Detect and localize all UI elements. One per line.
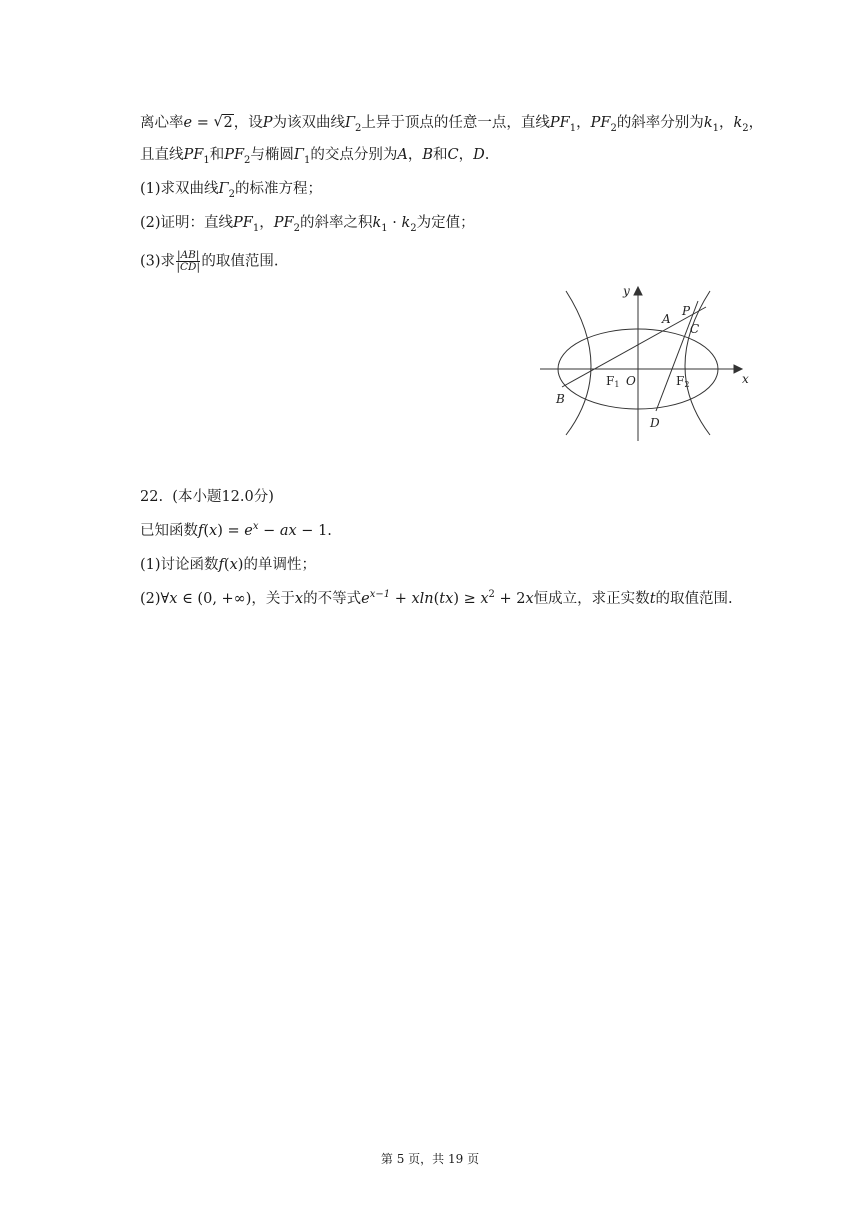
point-a-label: A [662, 312, 671, 326]
text: 恒成立，求正实数 [533, 591, 650, 607]
q21-line2: 且直线$PF_1$和$PF_2$与椭圆$\Gamma_1$的交点分别为A，B和C，D. [140, 147, 490, 166]
ellipse-hyperbola-figure [538, 283, 758, 443]
text: 的单调性； [243, 557, 316, 573]
text: 和 [432, 147, 448, 163]
origin-label: O [626, 374, 636, 388]
text: 为定值； [416, 215, 475, 231]
text: (2)∀ [140, 591, 170, 607]
y-axis-arrow [634, 287, 642, 295]
point-p-label: P [682, 304, 691, 318]
text: 为该双曲线 [272, 115, 345, 131]
text: (1)求双曲线 [140, 181, 219, 197]
text: ， [259, 215, 274, 231]
text: 已知函数 [140, 523, 198, 539]
q22-part2: (2)∀x ∈ (0, +∞)，关于x的不等式$e^{x-1} + xln(tx) \ge x^2 + 2x$恒成立，求正实数t的取值范围. [140, 589, 733, 607]
q21-part3 [140, 250, 279, 273]
text: 离心率 [140, 115, 184, 131]
text: 的取值范围. [201, 253, 279, 270]
y-axis-label: y [623, 284, 630, 298]
text: (1)讨论函数 [140, 557, 219, 573]
question-number: 22. [140, 489, 164, 505]
page-footer: 第 5 页，共 19 页 [380, 1152, 480, 1166]
text: . [484, 147, 490, 163]
x-axis-label: x [742, 372, 749, 386]
q21-part1: (1)求双曲线$\Gamma_2$的标准方程； [140, 181, 322, 200]
text: ， [407, 147, 423, 163]
q21-line1: 离心率e = √ 2，设P为该双曲线$\Gamma_2$上异于顶点的任意一点，直线$PF_1$，$PF_2$的斜率分别为$k_1$，$k_2$， [140, 112, 763, 134]
text: ， [748, 115, 764, 131]
text: 的不等式 [303, 591, 362, 607]
text: . [327, 523, 332, 539]
text: 和 [209, 147, 225, 163]
text: 的交点分别为 [310, 147, 398, 163]
ratio-fraction: $\frac{|AB|}{|CD|}$ [176, 249, 200, 273]
text: 的斜率之积 [299, 215, 373, 231]
text: (3)求 [140, 253, 176, 270]
point-c-label: C [690, 322, 700, 336]
text: ， [718, 115, 734, 131]
text: 与椭圆 [250, 147, 294, 163]
q22-part1: (1)讨论函数f(x)的单调性； [140, 557, 316, 573]
q22-header [140, 486, 274, 508]
point-d-label: D [650, 416, 660, 430]
text: ，关于 [251, 591, 295, 607]
text: 的取值范围. [655, 591, 733, 607]
text: 的斜率分别为 [616, 115, 704, 131]
x-axis-arrow [734, 365, 742, 373]
point-b-label: B [556, 392, 565, 406]
question-score: (本小题12.0分) [172, 489, 274, 505]
text: ， [458, 147, 474, 163]
text: 且直线 [140, 147, 184, 163]
text: 的标准方程； [234, 181, 322, 197]
hyperbola-left-branch [566, 291, 591, 435]
text: 上异于顶点的任意一点，直线 [361, 115, 550, 131]
text: ， [576, 115, 591, 131]
point-f1-label: F1 [606, 374, 620, 389]
q22-stem: 已知函数$f(x) = e^x$ − ax − 1. [140, 521, 332, 539]
q21-part2: (2)证明：直线$PF_1$，$PF_2$的斜率之积$k_1 \cdot k_2$为定值； [140, 215, 475, 234]
point-f2-label: F2 [676, 374, 690, 389]
text: ，设 [233, 115, 263, 131]
text: (2)证明：直线 [140, 215, 234, 231]
